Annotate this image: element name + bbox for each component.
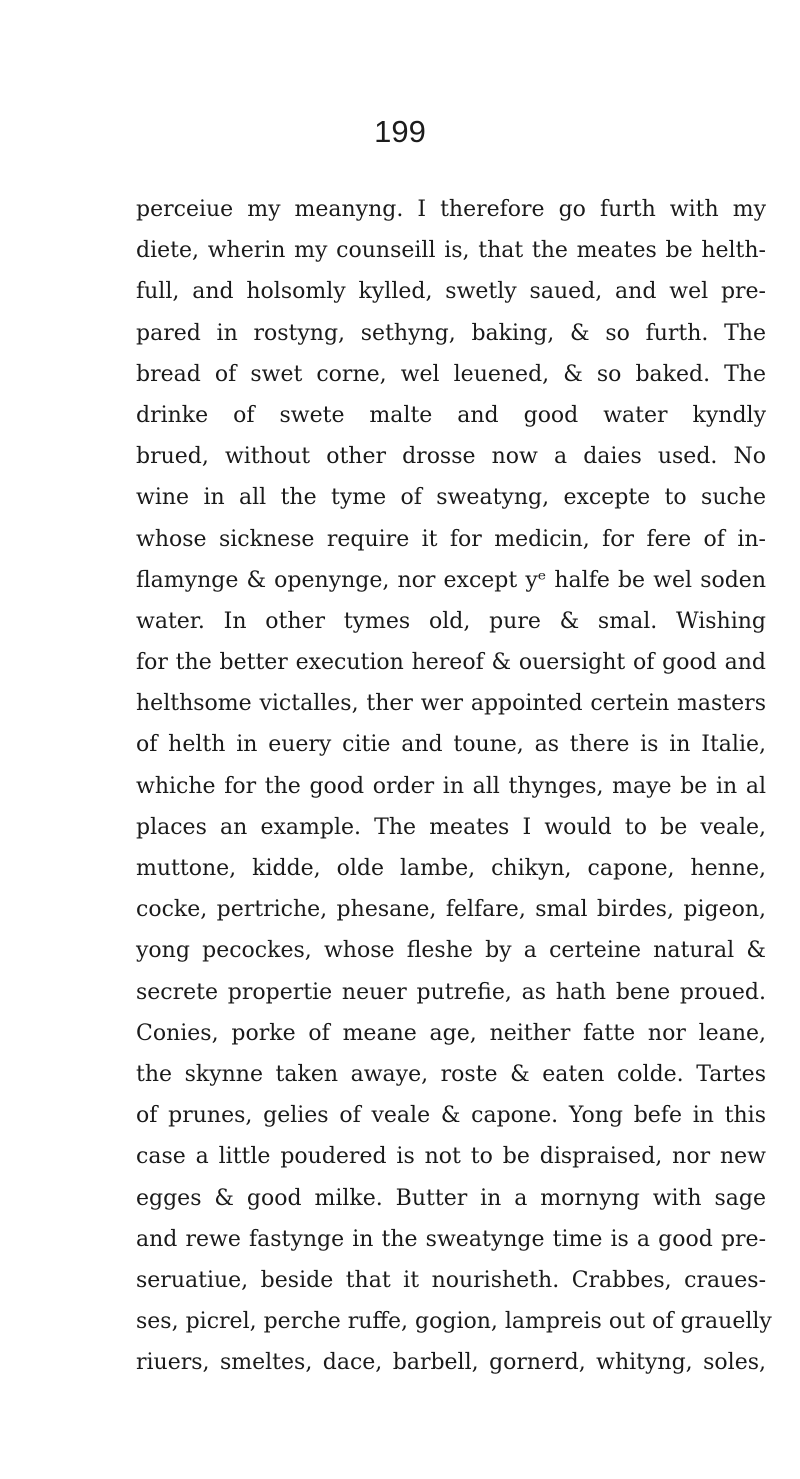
text-line: for the better execution hereof & ouersight of good and bbox=[136, 650, 766, 676]
text-line: egges & good milke. Butter in a mornyng with sage bbox=[136, 1185, 766, 1211]
text-line: drinke of swete malte and good water kyndly bbox=[136, 402, 766, 428]
body-text bbox=[136, 189, 772, 1383]
text-line: riuers, smeltes, dace, barbell, gornerd, whityng, soles, bbox=[136, 1350, 766, 1376]
page-number: 199 bbox=[374, 114, 426, 149]
text-line: secrete propertie neuer putrefie, as hath bene proued. bbox=[136, 979, 766, 1005]
text-line: Conies, porke of meane age, neither fatte nor leane, bbox=[136, 1020, 766, 1046]
text-line: of helth in euery citie and toune, as there is in Italie, bbox=[136, 732, 766, 758]
text-line: of prunes, gelies of veale & capone. Yong befe in this bbox=[136, 1103, 766, 1129]
text-line: brued, without other drosse now a daies used. No bbox=[136, 444, 766, 470]
text-line: pared in rostyng, sethyng, baking, & so furth. The bbox=[136, 320, 766, 346]
text-line: muttone, kidde, olde lambe, chikyn, capone, henne, bbox=[136, 856, 766, 881]
text-line: diete, wherin my counseill is, that the meates be helth- bbox=[136, 238, 766, 264]
text-line: places an example. The meates I would to be veale, bbox=[136, 814, 766, 840]
text-line: cocke, pertriche, phesane, felfare, smal birdes, pigeon, bbox=[136, 897, 766, 923]
text-line: whiche for the good order in all thynges, maye be in al bbox=[136, 773, 766, 799]
text-line: seruatiue, beside that it nourisheth. Crabbes, craues- bbox=[136, 1267, 766, 1293]
text-line: wine in all the tyme of sweatyng, excepte to suche bbox=[136, 485, 766, 511]
text-line: full, and holsomly kylled, swetly saued, and wel pre- bbox=[136, 279, 766, 305]
text-line: the skynne taken awaye, roste & eaten colde. Tartes bbox=[136, 1061, 766, 1087]
text-line: bread of swet corne, wel leuened, & so baked. The bbox=[136, 361, 766, 387]
text-line: water. In other tymes old, pure & smal. Wishing bbox=[136, 608, 766, 634]
text-line: yong pecockes, whose fleshe by a certeine natural & bbox=[136, 938, 766, 964]
text-line: ses, picrel, perche ruffe, gogion, lampreis out of grauelly bbox=[136, 1309, 772, 1335]
text-line: flamynge & openynge, nor except yᵉ halfe be wel soden bbox=[136, 567, 766, 593]
text-line: helthsome victalles, ther wer appointed certein masters bbox=[136, 691, 766, 717]
text-line: case a little poudered is not to be dispraised, nor new bbox=[136, 1144, 766, 1170]
text-line: whose sicknese require it for medicin, for fere of in- bbox=[136, 526, 766, 552]
text-line: perceiue my meanyng. I therefore go furth with my bbox=[136, 197, 766, 222]
text-line: and rewe fastynge in the sweatynge time is a good pre- bbox=[136, 1226, 766, 1252]
